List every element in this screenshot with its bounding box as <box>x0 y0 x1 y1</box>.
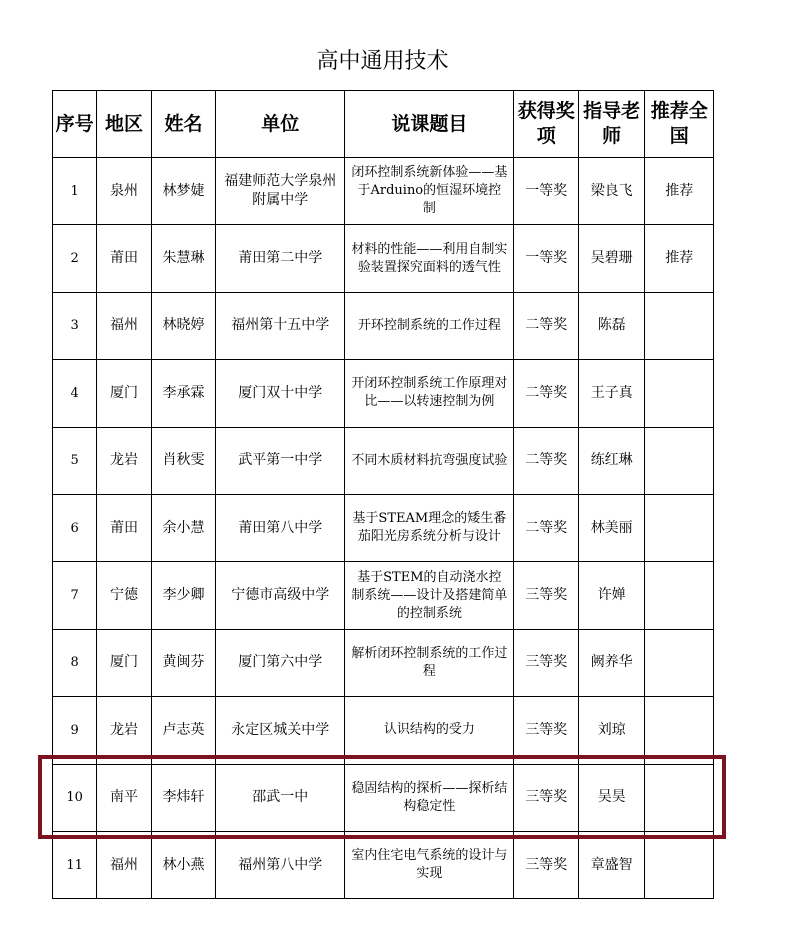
cell-region: 厦门 <box>97 629 151 696</box>
cell-region: 厦门 <box>97 360 151 427</box>
cell-unit: 永定区城关中学 <box>216 697 345 764</box>
cell-topic: 基于STEM的自动浇水控制系统——设计及搭建简单的控制系统 <box>345 562 514 629</box>
cell-no: 4 <box>53 360 97 427</box>
cell-award: 三等奖 <box>514 562 578 629</box>
cell-award: 二等奖 <box>514 360 578 427</box>
header-topic: 说课题目 <box>345 91 514 158</box>
cell-no: 1 <box>53 158 97 225</box>
table-row <box>53 697 714 764</box>
cell-teacher: 章盛智 <box>578 831 645 898</box>
cell-name: 林梦婕 <box>151 158 215 225</box>
cell-unit: 莆田第二中学 <box>216 225 345 292</box>
cell-no: 6 <box>53 494 97 561</box>
table-row <box>53 494 714 561</box>
table-row <box>53 225 714 292</box>
cell-teacher: 吴碧珊 <box>578 225 645 292</box>
cell-award: 二等奖 <box>514 494 578 561</box>
cell-recommend: 推荐 <box>645 225 714 292</box>
cell-unit: 福建师范大学泉州附属中学 <box>216 158 345 225</box>
cell-topic: 闭环控制系统新体验——基于Arduino的恒湿环境控制 <box>345 158 514 225</box>
cell-topic: 开闭环控制系统工作原理对比——以转速控制为例 <box>345 360 514 427</box>
cell-recommend <box>645 292 714 359</box>
cell-unit: 福州第十五中学 <box>216 292 345 359</box>
cell-region: 福州 <box>97 292 151 359</box>
cell-no: 8 <box>53 629 97 696</box>
cell-region: 南平 <box>97 764 151 831</box>
cell-region: 龙岩 <box>97 427 151 494</box>
cell-teacher: 刘琼 <box>578 697 645 764</box>
cell-unit: 厦门第六中学 <box>216 629 345 696</box>
cell-award: 三等奖 <box>514 764 578 831</box>
cell-name: 黄闽芬 <box>151 629 215 696</box>
cell-award: 三等奖 <box>514 629 578 696</box>
cell-region: 莆田 <box>97 494 151 561</box>
cell-teacher: 吴昊 <box>578 764 645 831</box>
cell-award: 二等奖 <box>514 427 578 494</box>
cell-topic: 稳固结构的探析——探析结构稳定性 <box>345 764 514 831</box>
header-award: 获得奖项 <box>514 91 578 158</box>
table-row <box>53 360 714 427</box>
cell-region: 福州 <box>97 831 151 898</box>
cell-name: 林晓婷 <box>151 292 215 359</box>
cell-unit: 福州第八中学 <box>216 831 345 898</box>
cell-award: 一等奖 <box>514 158 578 225</box>
cell-teacher: 梁良飞 <box>578 158 645 225</box>
table-row <box>53 158 714 225</box>
cell-teacher: 陈磊 <box>578 292 645 359</box>
cell-no: 5 <box>53 427 97 494</box>
cell-unit: 武平第一中学 <box>216 427 345 494</box>
cell-teacher: 林美丽 <box>578 494 645 561</box>
table-row <box>53 292 714 359</box>
cell-name: 肖秋雯 <box>151 427 215 494</box>
cell-topic: 基于STEAM理念的矮生番茄阳光房系统分析与设计 <box>345 494 514 561</box>
cell-teacher: 王子真 <box>578 360 645 427</box>
cell-region: 宁德 <box>97 562 151 629</box>
cell-teacher: 练红琳 <box>578 427 645 494</box>
cell-no: 7 <box>53 562 97 629</box>
table-row <box>53 831 714 898</box>
cell-no: 11 <box>53 831 97 898</box>
cell-topic: 认识结构的受力 <box>345 697 514 764</box>
table-row <box>53 629 714 696</box>
cell-region: 莆田 <box>97 225 151 292</box>
header-region: 地区 <box>97 91 151 158</box>
table-row-highlighted <box>53 764 714 831</box>
cell-topic: 材料的性能——利用自制实验装置探究面料的透气性 <box>345 225 514 292</box>
cell-teacher: 阙养华 <box>578 629 645 696</box>
cell-award: 三等奖 <box>514 831 578 898</box>
cell-name: 林小燕 <box>151 831 215 898</box>
cell-no: 9 <box>53 697 97 764</box>
cell-recommend: 推荐 <box>645 158 714 225</box>
cell-topic: 开环控制系统的工作过程 <box>345 292 514 359</box>
cell-award: 一等奖 <box>514 225 578 292</box>
table-row <box>53 427 714 494</box>
cell-name: 朱慧琳 <box>151 225 215 292</box>
cell-name: 卢志英 <box>151 697 215 764</box>
cell-recommend <box>645 831 714 898</box>
cell-unit: 厦门双十中学 <box>216 360 345 427</box>
awards-table <box>52 90 714 899</box>
header-teacher: 指导老师 <box>578 91 645 158</box>
cell-unit: 邵武一中 <box>216 764 345 831</box>
cell-name: 余小慧 <box>151 494 215 561</box>
table-row <box>53 562 714 629</box>
header-recommend: 推荐全国 <box>645 91 714 158</box>
cell-no: 2 <box>53 225 97 292</box>
cell-recommend <box>645 360 714 427</box>
cell-region: 泉州 <box>97 158 151 225</box>
header-name: 姓名 <box>151 91 215 158</box>
cell-recommend <box>645 764 714 831</box>
cell-topic: 室内住宅电气系统的设计与实现 <box>345 831 514 898</box>
cell-unit: 宁德市高级中学 <box>216 562 345 629</box>
cell-recommend <box>645 562 714 629</box>
cell-recommend <box>645 697 714 764</box>
cell-recommend <box>645 629 714 696</box>
header-unit: 单位 <box>216 91 345 158</box>
cell-award: 二等奖 <box>514 292 578 359</box>
cell-name: 李少卿 <box>151 562 215 629</box>
cell-teacher: 许婵 <box>578 562 645 629</box>
cell-award: 三等奖 <box>514 697 578 764</box>
header-no: 序号 <box>53 91 97 158</box>
header-row <box>53 91 714 158</box>
cell-region: 龙岩 <box>97 697 151 764</box>
cell-no: 3 <box>53 292 97 359</box>
cell-name: 李炜轩 <box>151 764 215 831</box>
cell-topic: 解析闭环控制系统的工作过程 <box>345 629 514 696</box>
cell-name: 李承霖 <box>151 360 215 427</box>
cell-unit: 莆田第八中学 <box>216 494 345 561</box>
cell-topic: 不同木质材料抗弯强度试验 <box>345 427 514 494</box>
cell-recommend <box>645 427 714 494</box>
cell-no: 10 <box>53 764 97 831</box>
page-title: 高中通用技术 <box>316 49 449 74</box>
cell-recommend <box>645 494 714 561</box>
